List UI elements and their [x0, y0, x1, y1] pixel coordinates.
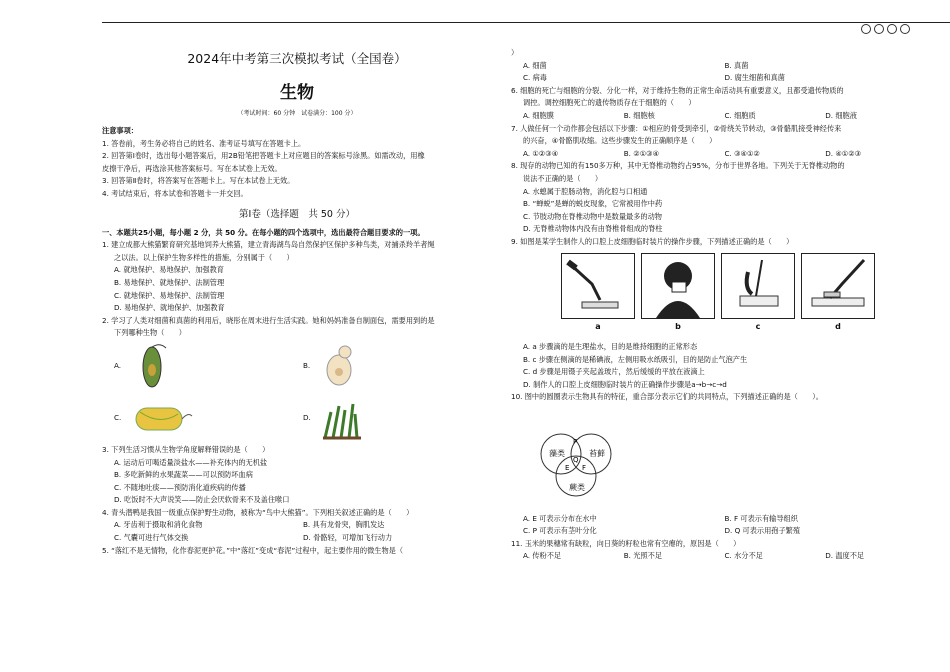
q6-stem: 调控。调控细胞死亡的遗传物质存在于细胞的（ ） — [523, 98, 696, 108]
scraping-cells-image — [722, 254, 794, 318]
q10-option: C. P 可表示有茎叶分化 — [523, 526, 597, 536]
q6-option: B. 细胞核 — [623, 110, 655, 120]
q3-option: D. 吃饭时不大声说笑——防止会厌软骨来不及盖住喉口 — [114, 495, 290, 505]
venn-region-e: E — [565, 464, 570, 473]
moss-plant-image — [319, 392, 363, 444]
q9-figure-d — [801, 253, 875, 319]
q5-options — [511, 60, 926, 85]
q8-stem: 8. 现存的动物已知的有150多万种，其中无脊椎动物约占95%，分布于世界各地。下列关于无脊椎动物的 — [511, 161, 845, 171]
q5-option: A. 细菌 — [523, 60, 547, 70]
q10-venn-diagram — [531, 430, 621, 500]
q11-option: B. 光照不足 — [623, 551, 663, 561]
q5-continuation: ） — [511, 48, 519, 57]
yeast-cell-image — [319, 340, 359, 392]
note-line: 4. 考试结束后，将本试卷和答题卡一并交回。 — [102, 188, 248, 198]
q10-stem: 10. 图中的圆圈表示生物具有的特征，重合部分表示它们的共同特点，下列描述正确的是（ ）。 — [511, 392, 823, 402]
q1-option: A. 就地保护、易地保护、加强教育 — [114, 265, 224, 275]
q2-option-c — [114, 392, 303, 444]
part1-title: 第Ⅰ卷（选择题 共 50 分） — [239, 208, 355, 220]
q9-option: D. 制作人的口腔上皮细胞临时装片的正确操作步骤是a→b→c→d — [523, 379, 727, 389]
q1-stem: 之以法。以上保护生物多样性的措施，分别属于（ ） — [114, 252, 294, 262]
q10-option: B. F 可表示有输导组织 — [724, 513, 798, 523]
q6-option: D. 细胞液 — [825, 110, 857, 120]
q10-option: D. Q 可表示用孢子繁殖 — [724, 526, 801, 536]
left-column — [102, 50, 492, 557]
q7-stem: 的兴奋，④骨骼肌收缩。这些步骤发生的正确顺序是（ ） — [523, 136, 717, 146]
notes-heading: 注意事项： — [102, 126, 138, 135]
venn-label-algae: 藻类 — [549, 449, 565, 459]
q3-option: B. 多吃新鲜的水果蔬菜——可以预防坏血病 — [114, 470, 253, 480]
q3-option: C. 不随地吐痰——预防消化道疾病的传播 — [114, 482, 246, 492]
q7-stem: 7. 人做任何一个动作都会包括以下步骤：①相应的骨受到牵引，②骨绕关节转动，③骨骼肌接受神经传来 — [511, 123, 842, 133]
q10-option: A. E 可表示分布在水中 — [523, 513, 597, 523]
q8-option: C. 节肢动物在脊椎动物中是数量最多的动物 — [523, 211, 662, 221]
q9-option: B. c 步骤在侧滴的是稀碘液，左侧用吸水纸吸引，目的是防止气泡产生 — [523, 354, 748, 364]
q5-option: D. 腐生细菌和真菌 — [724, 73, 785, 83]
q9-option: C. d 步骤是用镊子夹起盖玻片，然后缓缓的平放在液滴上 — [523, 367, 705, 377]
q2-stem: 2. 学习了人类对细菌和真菌的利用后，晓彤在周末进行生活实践。她和妈妈准备自制面包，需要用到的是 — [102, 315, 435, 325]
figure-label: c — [755, 321, 761, 331]
q1-option: B. 易地保护、就地保护、法制管理 — [114, 277, 225, 287]
exam-title: 2024年中考第三次模拟考试（全国卷） — [187, 51, 407, 66]
note-line: 3. 回答第Ⅱ卷时，将答案写在答题卡上。写在本试卷上无效。 — [102, 176, 295, 186]
q8-stem: 说法不正确的是（ ） — [523, 173, 603, 183]
venn-label-moss: 苔藓 — [589, 449, 605, 459]
note-line: 2. 回答第Ⅰ卷时，选出每小题答案后，用2B铅笔把答题卡上对应题目的答案标号涂黑。如需改动，用橡 — [102, 151, 425, 161]
q9-figure-a — [561, 253, 635, 319]
q4-option: D. 骨骼轻，可增加飞行动力 — [303, 533, 393, 543]
bacterium-image — [130, 392, 194, 444]
figure-label: d — [835, 321, 841, 331]
q2-image-row — [102, 340, 492, 392]
q5-option: C. 病毒 — [523, 73, 547, 83]
top-rule — [102, 22, 950, 23]
figure-label: a — [595, 321, 601, 331]
figure-label: b — [675, 321, 681, 331]
q2-option-d — [303, 392, 492, 444]
q2-option-label: B. — [303, 360, 311, 370]
q1-option: C. 就地保护、易地保护、法制管理 — [114, 290, 225, 300]
q9-figure-c — [721, 253, 795, 319]
q10-options — [511, 513, 926, 538]
dropper-on-slide-image — [562, 254, 634, 318]
part1-instruction: 一、本题共25小题，每小题 2 分，共 50 分。在每小题的四个选项中，选出最符合题目要求的一项。 — [102, 227, 425, 237]
q8-option: A. 水螅属于腔肠动物，消化腔与口相通 — [523, 186, 648, 196]
q8-option: B. “蝉蜕”是蝉的蜕皮现象，它常被用作中药 — [523, 199, 663, 209]
q11-option: A. 传粉不足 — [523, 551, 562, 561]
q5-stem: 5. “落红不是无情物，化作春泥更护花。”中“落红”变成“春泥”过程中，起主要作用的微生物是（ — [102, 545, 404, 555]
q2-stem: 下列哪种生物（ ） — [114, 328, 186, 338]
q1-option: D. 易地保护、就地保护、加强教育 — [114, 303, 225, 313]
page-marker-circles — [861, 24, 910, 34]
q1-stem: 1. 建立成都大熊猫繁育研究基地饲养大熊猫，建立青海湖鸟岛自然保护区保护多种鸟类，对捕杀羚羊者绳 — [102, 240, 435, 250]
q9-figure-labels — [511, 321, 926, 334]
q2-option-label: C. — [114, 412, 122, 422]
q4-option: A. 牙齿利于摄取和消化食物 — [114, 520, 203, 530]
note-line: 皮擦干净后，再选涂其他答案标号。写在本试卷上无效。 — [102, 163, 282, 173]
q2-image-row — [102, 392, 492, 444]
q2-option-label: A. — [114, 360, 122, 370]
q11-option: D. 温度不足 — [825, 551, 865, 561]
q6-options — [511, 110, 926, 123]
q9-figure-b — [641, 253, 715, 319]
q4-options — [102, 519, 492, 544]
venn-region-p: P — [573, 438, 578, 447]
q7-option: B. ②①③④ — [623, 148, 660, 158]
q6-option: C. 细胞质 — [724, 110, 756, 120]
euglena-cell-image — [130, 340, 170, 392]
q7-option: D. ④①②③ — [825, 148, 862, 158]
q6-stem: 6. 细胞的死亡与细胞的分裂、分化一样，对于维持生物的正常生命活动具有重要意义，且都受遗传物质的 — [511, 85, 844, 95]
q3-option: A. 运动后可喝适量淡盐水——补充体内的无机盐 — [114, 457, 268, 467]
exam-meta: （考试时间：60 分钟 试卷满分：100 分） — [237, 110, 357, 117]
q2-option-b — [303, 340, 492, 392]
q3-stem: 3. 下列生活习惯从生物学角度解释错误的是（ ） — [102, 444, 270, 454]
person-rinsing-mouth-image — [642, 254, 714, 318]
q7-options — [511, 148, 926, 161]
q5-option: B. 真菌 — [724, 60, 749, 70]
q9-option: A. a 步骤滴的是生理盐水，目的是维持细胞的正常形态 — [523, 342, 698, 352]
exam-subject: 生物 — [280, 83, 314, 103]
note-line: 1. 答卷前，考生务必将自己的姓名、准考证号填写在答题卡上。 — [102, 138, 306, 148]
q4-option: B. 具有龙骨突，胸肌发达 — [303, 520, 385, 530]
q7-option: C. ③④①② — [724, 148, 760, 158]
venn-region-f: F — [582, 464, 587, 473]
q9-stem: 9. 如图是某学生制作人的口腔上皮细胞临时装片的操作步骤，下列描述正确的是（ ） — [511, 236, 794, 246]
q11-stem: 11. 玉米的果穗常有缺粒，向日葵的籽粒也常有空瘪的，原因是（ ） — [511, 538, 741, 548]
placing-coverslip-image — [802, 254, 874, 318]
q11-option: C. 水分不足 — [724, 551, 763, 561]
q2-option-a — [114, 340, 303, 392]
venn-region-q: Q — [573, 456, 579, 465]
q4-option: C. 气囊可进行气体交换 — [114, 533, 189, 543]
q7-option: A. ①②③④ — [523, 148, 559, 158]
right-column — [511, 47, 926, 563]
q11-options — [511, 550, 926, 563]
q8-option: D. 无脊椎动物体内没有由脊椎骨组成的脊柱 — [523, 224, 663, 234]
q2-option-label: D. — [303, 412, 311, 422]
q4-stem: 4. 青头潜鸭是我国一级重点保护野生动物，被称为“鸟中大熊猫”。下列相关叙述正确的是（ ） — [102, 507, 414, 517]
q9-figure-row — [511, 253, 926, 319]
q6-option: A. 细胞膜 — [523, 110, 554, 120]
venn-label-fern: 蕨类 — [569, 483, 585, 493]
